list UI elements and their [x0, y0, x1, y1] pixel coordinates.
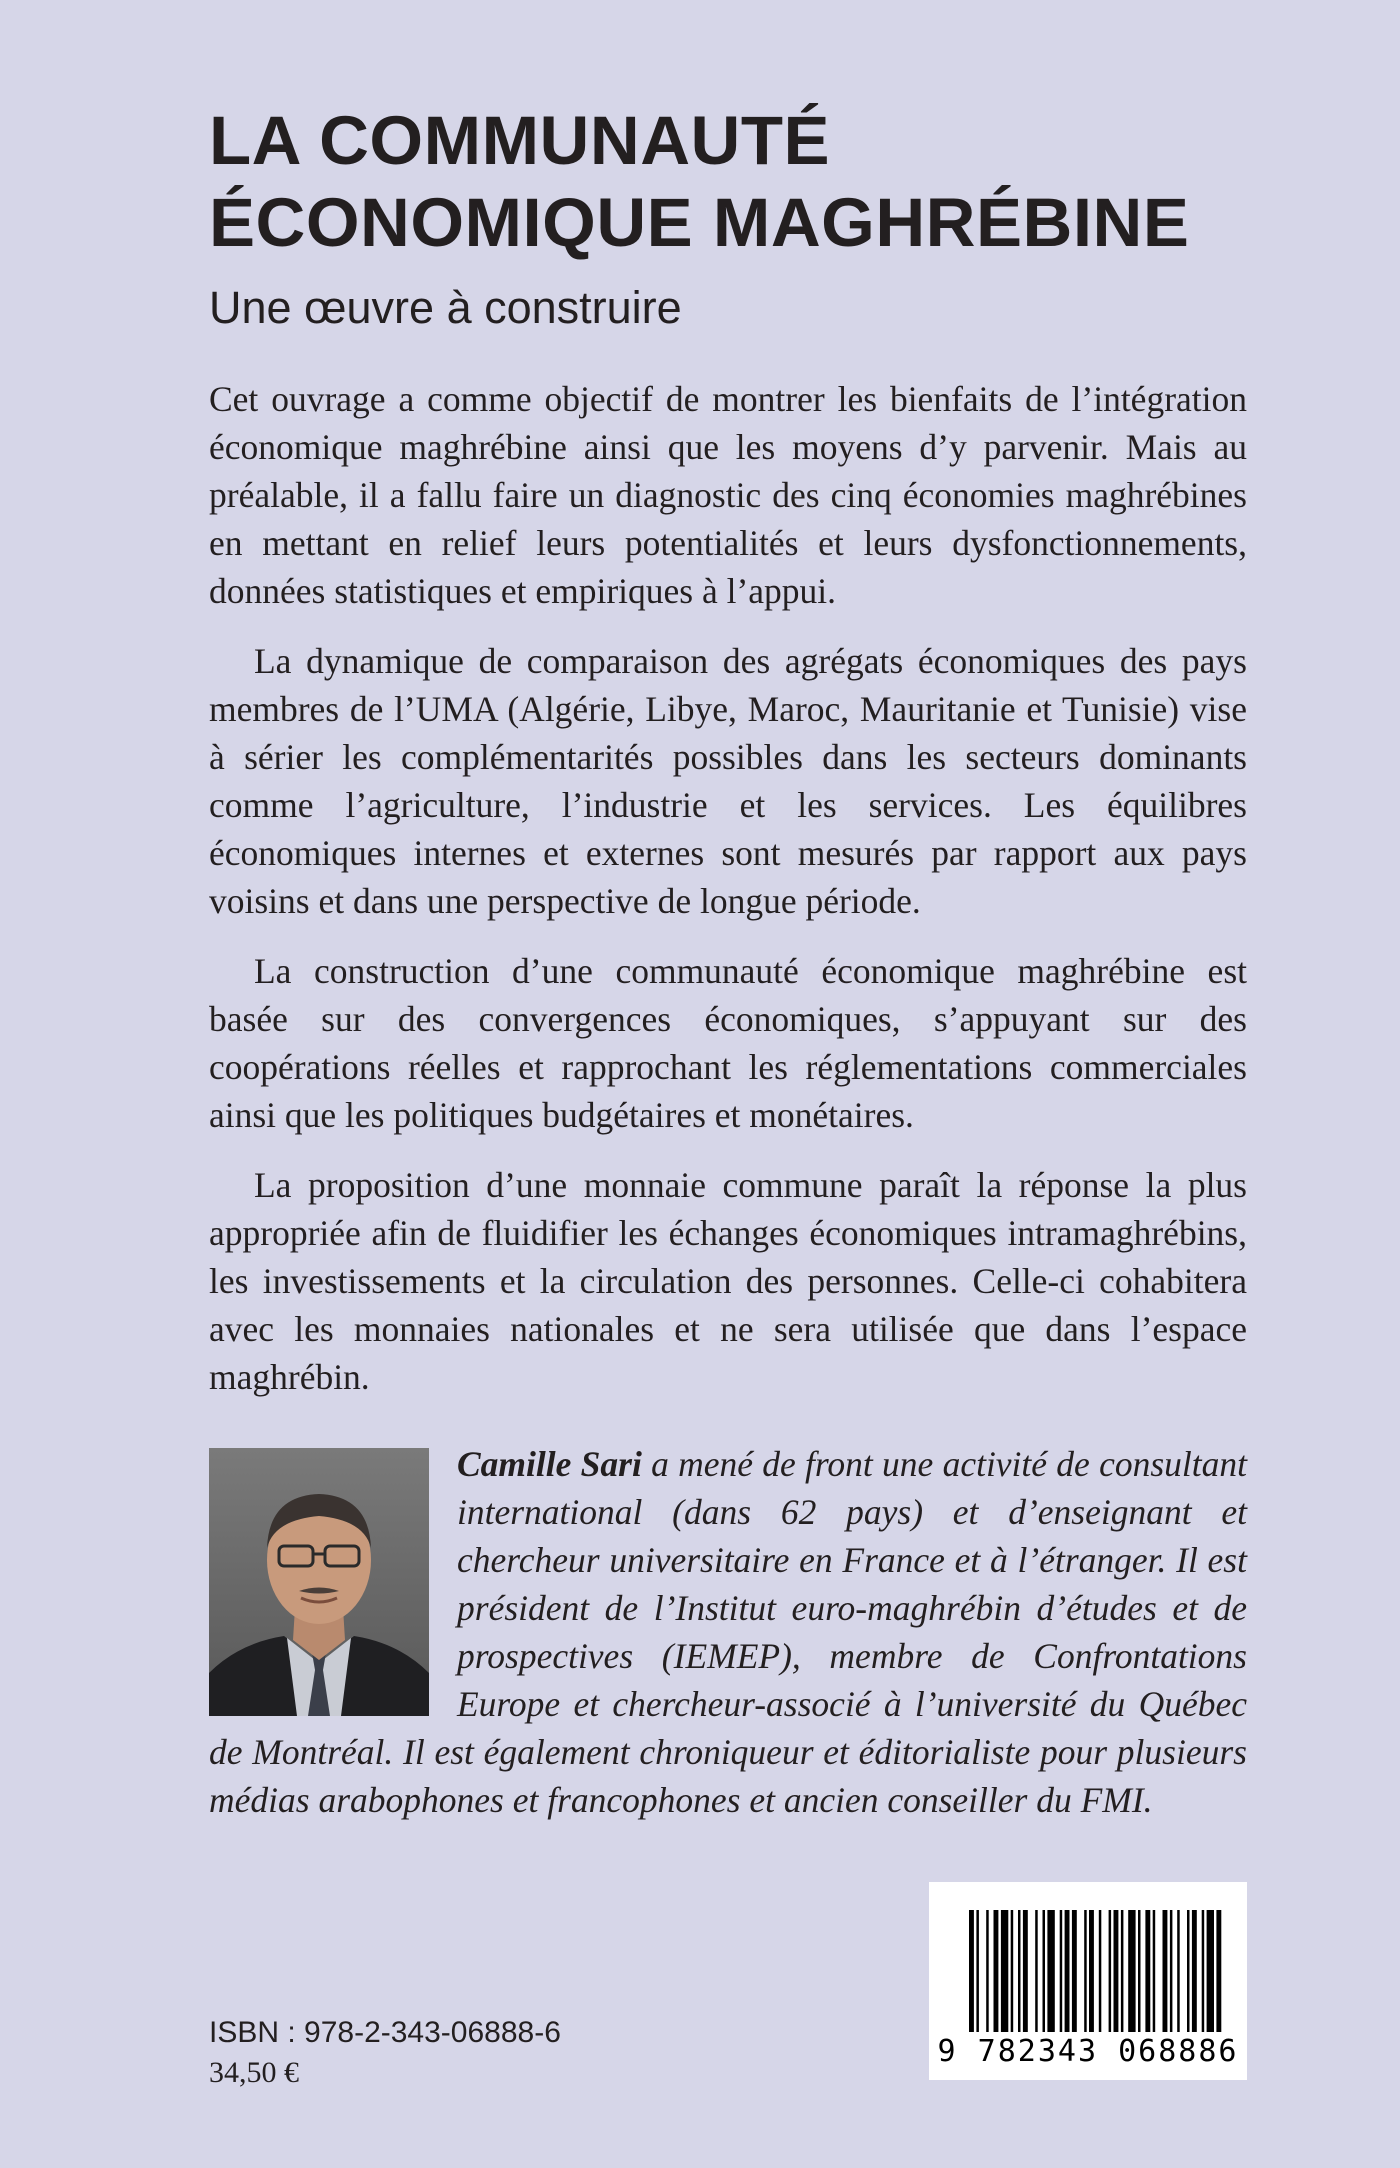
barcode-bar: [1128, 1910, 1135, 2032]
barcode-bar: [1065, 1910, 1070, 2032]
barcode-bar: [1202, 1910, 1205, 2032]
barcode-bar: [1177, 1910, 1180, 2032]
synopsis-paragraph: Cet ouvrage a comme objectif de montrer les bienfaits de l’intégration économique maghrébine ainsi que les moyens d’y parvenir. Mais au préalable, il a fallu faire un diagnostic des cinq économies maghrébines en mettant en relief leurs potentialités et leurs dysfonctionnements, données statistiques et empiriques à l’appui.: [209, 379, 1247, 611]
barcode-bar: [1153, 1910, 1156, 2032]
book-title-line-1: LA COMMUNAUTÉ: [209, 102, 831, 179]
barcode-bar: [1047, 1910, 1054, 2032]
barcode-bar: [1109, 1910, 1112, 2032]
barcode-bar: [1043, 1910, 1046, 2032]
barcode-bar: [986, 1910, 989, 2032]
book-subtitle: Une œuvre à construire: [209, 282, 682, 333]
barcode-bar: [1001, 1910, 1008, 2032]
barcode-bar: [1084, 1910, 1087, 2032]
barcode-bar: [1187, 1910, 1190, 2032]
barcode-bar: [1207, 1910, 1214, 2032]
barcode-bar: [1192, 1910, 1197, 2032]
price: 34,50 €: [209, 2056, 299, 2089]
barcode: [929, 1882, 1247, 2080]
barcode-bar: [1072, 1910, 1077, 2032]
barcode-bar: [1114, 1910, 1119, 2032]
synopsis-paragraph: La dynamique de comparaison des agrégats économiques des pays membres de l’UMA (Algérie, Libye, Maroc, Mauritanie et Tunisie) vise à sérier les complémentarités possibles dans les secteurs dominants comme l’agriculture, l’industrie et les services. Les équilibres économiques internes et externes sont mesurés par rapport aux pays voisins et dans une perspective de longue période.: [209, 641, 1247, 921]
author-name: Camille Sari: [457, 1444, 642, 1484]
synopsis-paragraph: La proposition d’une monnaie commune paraît la réponse la plus appropriée afin de fluidifier les échanges économiques intramaghrébins, les investissements et la circulation des personnes. Celle-ci cohabitera avec les monnaies nationales et ne sera utilisée que dans l’espace maghrébin.: [209, 1165, 1247, 1397]
book-title-line-2: ÉCONOMIQUE MAGHRÉBINE: [209, 184, 1190, 261]
barcode-bar: [1145, 1910, 1150, 2032]
barcode-bar: [1170, 1910, 1173, 2032]
isbn: ISBN : 978-2-343-06888-6: [209, 2016, 561, 2049]
synopsis: [209, 375, 1247, 1423]
barcode-bar: [1216, 1910, 1221, 2032]
barcode-bar: [1060, 1910, 1063, 2032]
barcode-bar: [1121, 1910, 1124, 2032]
author-photo: [209, 1448, 429, 1716]
author-bio-text: a mené de front une activité de consultant international (dans 62 pays) et d’enseignant et chercheur universitaire en France et à l’étranger. Il est président de l’Institut euro-maghrébin d’études et de prospectives (IEMEP), membre de Confrontations Europe et chercheur-associé à l’université du Québec de Montréal. Il est également chroniqueur et éditorialiste pour plusieurs médias arabophones et francophones et ancien conseiller du FMI.: [209, 1444, 1247, 1820]
barcode-bar: [1099, 1910, 1102, 2032]
barcode-bar: [1163, 1910, 1168, 2032]
barcode-bar: [994, 1910, 999, 2032]
barcode-bar: [1089, 1910, 1094, 2032]
barcode-bar: [1011, 1910, 1014, 2032]
barcode-bar: [1023, 1910, 1028, 2032]
barcode-bar: [1035, 1910, 1038, 2032]
barcode-digits: 9 782343 068886: [937, 2034, 1239, 2069]
barcode-bar: [1018, 1910, 1021, 2032]
barcode-bar: [1138, 1910, 1141, 2032]
title-block: [209, 100, 1209, 336]
barcode-bar: [969, 1910, 974, 2032]
synopsis-paragraph: La construction d’une communauté économique maghrébine est basée sur des convergences économiques, s’appuyant sur des coopérations réelles et rapprochant les réglementations commerciales ainsi que les politiques budgétaires et monétaires.: [209, 951, 1247, 1135]
barcode-bar: [976, 1910, 979, 2032]
author-bio: [209, 1440, 1247, 1824]
